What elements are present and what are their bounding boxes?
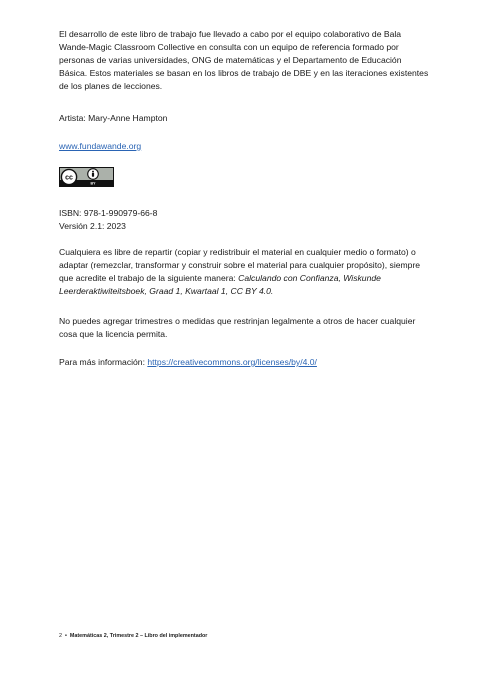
attribution-person-icon [88, 169, 99, 180]
cc-icon-text: cc [65, 174, 73, 182]
cc-by-license-badge[interactable] [59, 167, 114, 187]
footer-title: Matemáticas 2, Trimestre 2 – Libro del implementador [69, 633, 208, 639]
page-number: 2 [59, 633, 62, 639]
isbn-line: ISBN: 978-1-990979-66-8 [59, 208, 158, 218]
cc-badge-graphic [60, 168, 113, 186]
website-line [59, 140, 141, 153]
rights-citation: Calculando con Confianza, Wiskunde Leerderaktiwiteitsboek, Graad 1, Kwartaal 1, CC BY 4.0. [59, 273, 381, 296]
rights-text: Cualquiera es libre de repartir (copiar y redistribuir el material en cualquier medio o formato) o adaptar (remezclar, transformar y construir sobre el material para cualquier propósito), siempre que acredite el trabajo de la siguiente manera: [59, 247, 421, 283]
artist-credit: Artista: Mary-Anne Hampton [59, 113, 168, 123]
by-label: BY [90, 181, 96, 186]
restrictions-paragraph: No puedes agregar trimestres o medidas que restrinjan legalmente a otros de hacer cualquier cosa que la licencia permita. [59, 316, 416, 339]
version-line: Versión 2.1: 2023 [59, 221, 126, 231]
website-link[interactable]: www.fundawande.org [59, 141, 142, 151]
rights-paragraph [59, 246, 431, 298]
intro-paragraph: El desarrollo de este libro de trabajo fue llevado a cabo por el equipo colaborativo de Bala Wande-Magic Classroom Collective en consulta con un equipo de referencia formado por personas de varias universidades, ONG de matemáticas y el Departamento de Educación Básica. Estos materiales se basan en los libros de trabajo de DBE y en las iteraciones existentes de los planes de lecciones. [59, 29, 429, 91]
page-footer [59, 633, 207, 639]
footer-bullet: • [65, 633, 67, 639]
license-link[interactable]: https://creativecommons.org/licenses/by/4.0/ [147, 357, 317, 367]
more-info-label: Para más información: [59, 357, 148, 367]
more-info-line [59, 356, 317, 369]
